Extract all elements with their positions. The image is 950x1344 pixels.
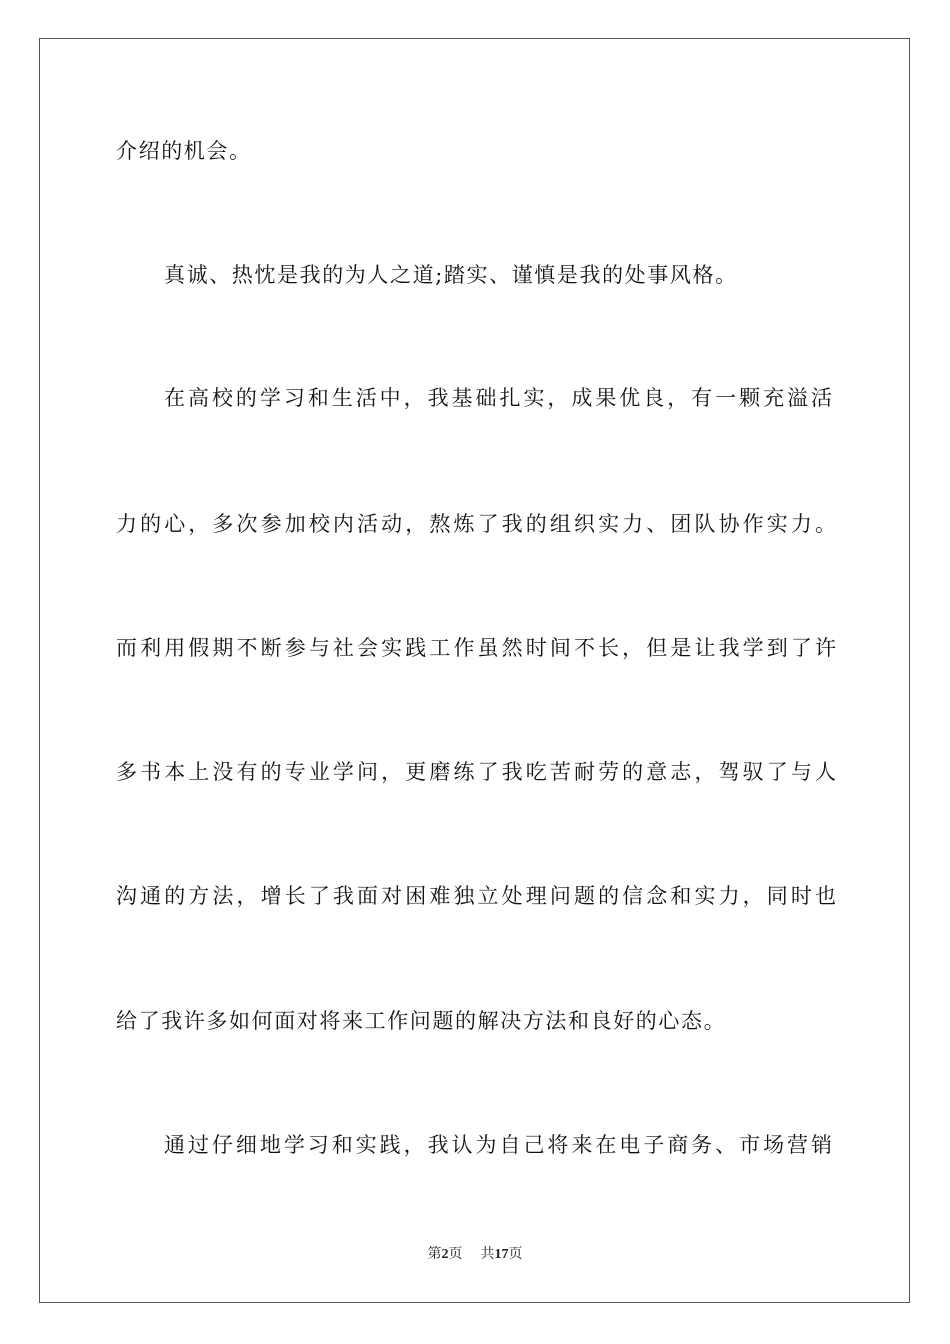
footer-page-suffix: 页 — [448, 1247, 463, 1262]
footer-total-pages: 17 — [494, 1247, 509, 1262]
page-footer — [0, 1246, 950, 1264]
footer-total-suffix: 页 — [508, 1247, 523, 1262]
text-line-4: 力的心，多次参加校内活动，熬炼了我的组织实力、团队协作实力。 — [116, 512, 836, 536]
text-line-7: 沟通的方法，增长了我面对困难独立处理问题的信念和实力，同时也 — [116, 884, 836, 908]
page-border — [39, 38, 910, 1303]
text-line-5: 而利用假期不断参与社会实践工作虽然时间不长，但是让我学到了许 — [116, 636, 836, 660]
footer-total-prefix: 共 — [480, 1247, 495, 1262]
footer-page-prefix: 第 — [427, 1247, 442, 1262]
text-line-6: 多书本上没有的专业学问，更磨练了我吃苦耐劳的意志，驾驭了与人 — [116, 760, 836, 784]
text-line-9: 通过仔细地学习和实践，我认为自己将来在电子商务、市场营销 — [164, 1133, 832, 1157]
text-line-3: 在高校的学习和生活中，我基础扎实，成果优良，有一颗充溢活 — [164, 386, 832, 410]
text-line-1: 介绍的机会。 — [116, 139, 252, 163]
footer-page-number: 2 — [441, 1247, 449, 1262]
text-line-8: 给了我许多如何面对将来工作问题的解决方法和良好的心态。 — [116, 1009, 727, 1033]
text-line-2: 真诚、热忱是我的为人之道;踏实、谨慎是我的处事风格。 — [164, 263, 738, 287]
